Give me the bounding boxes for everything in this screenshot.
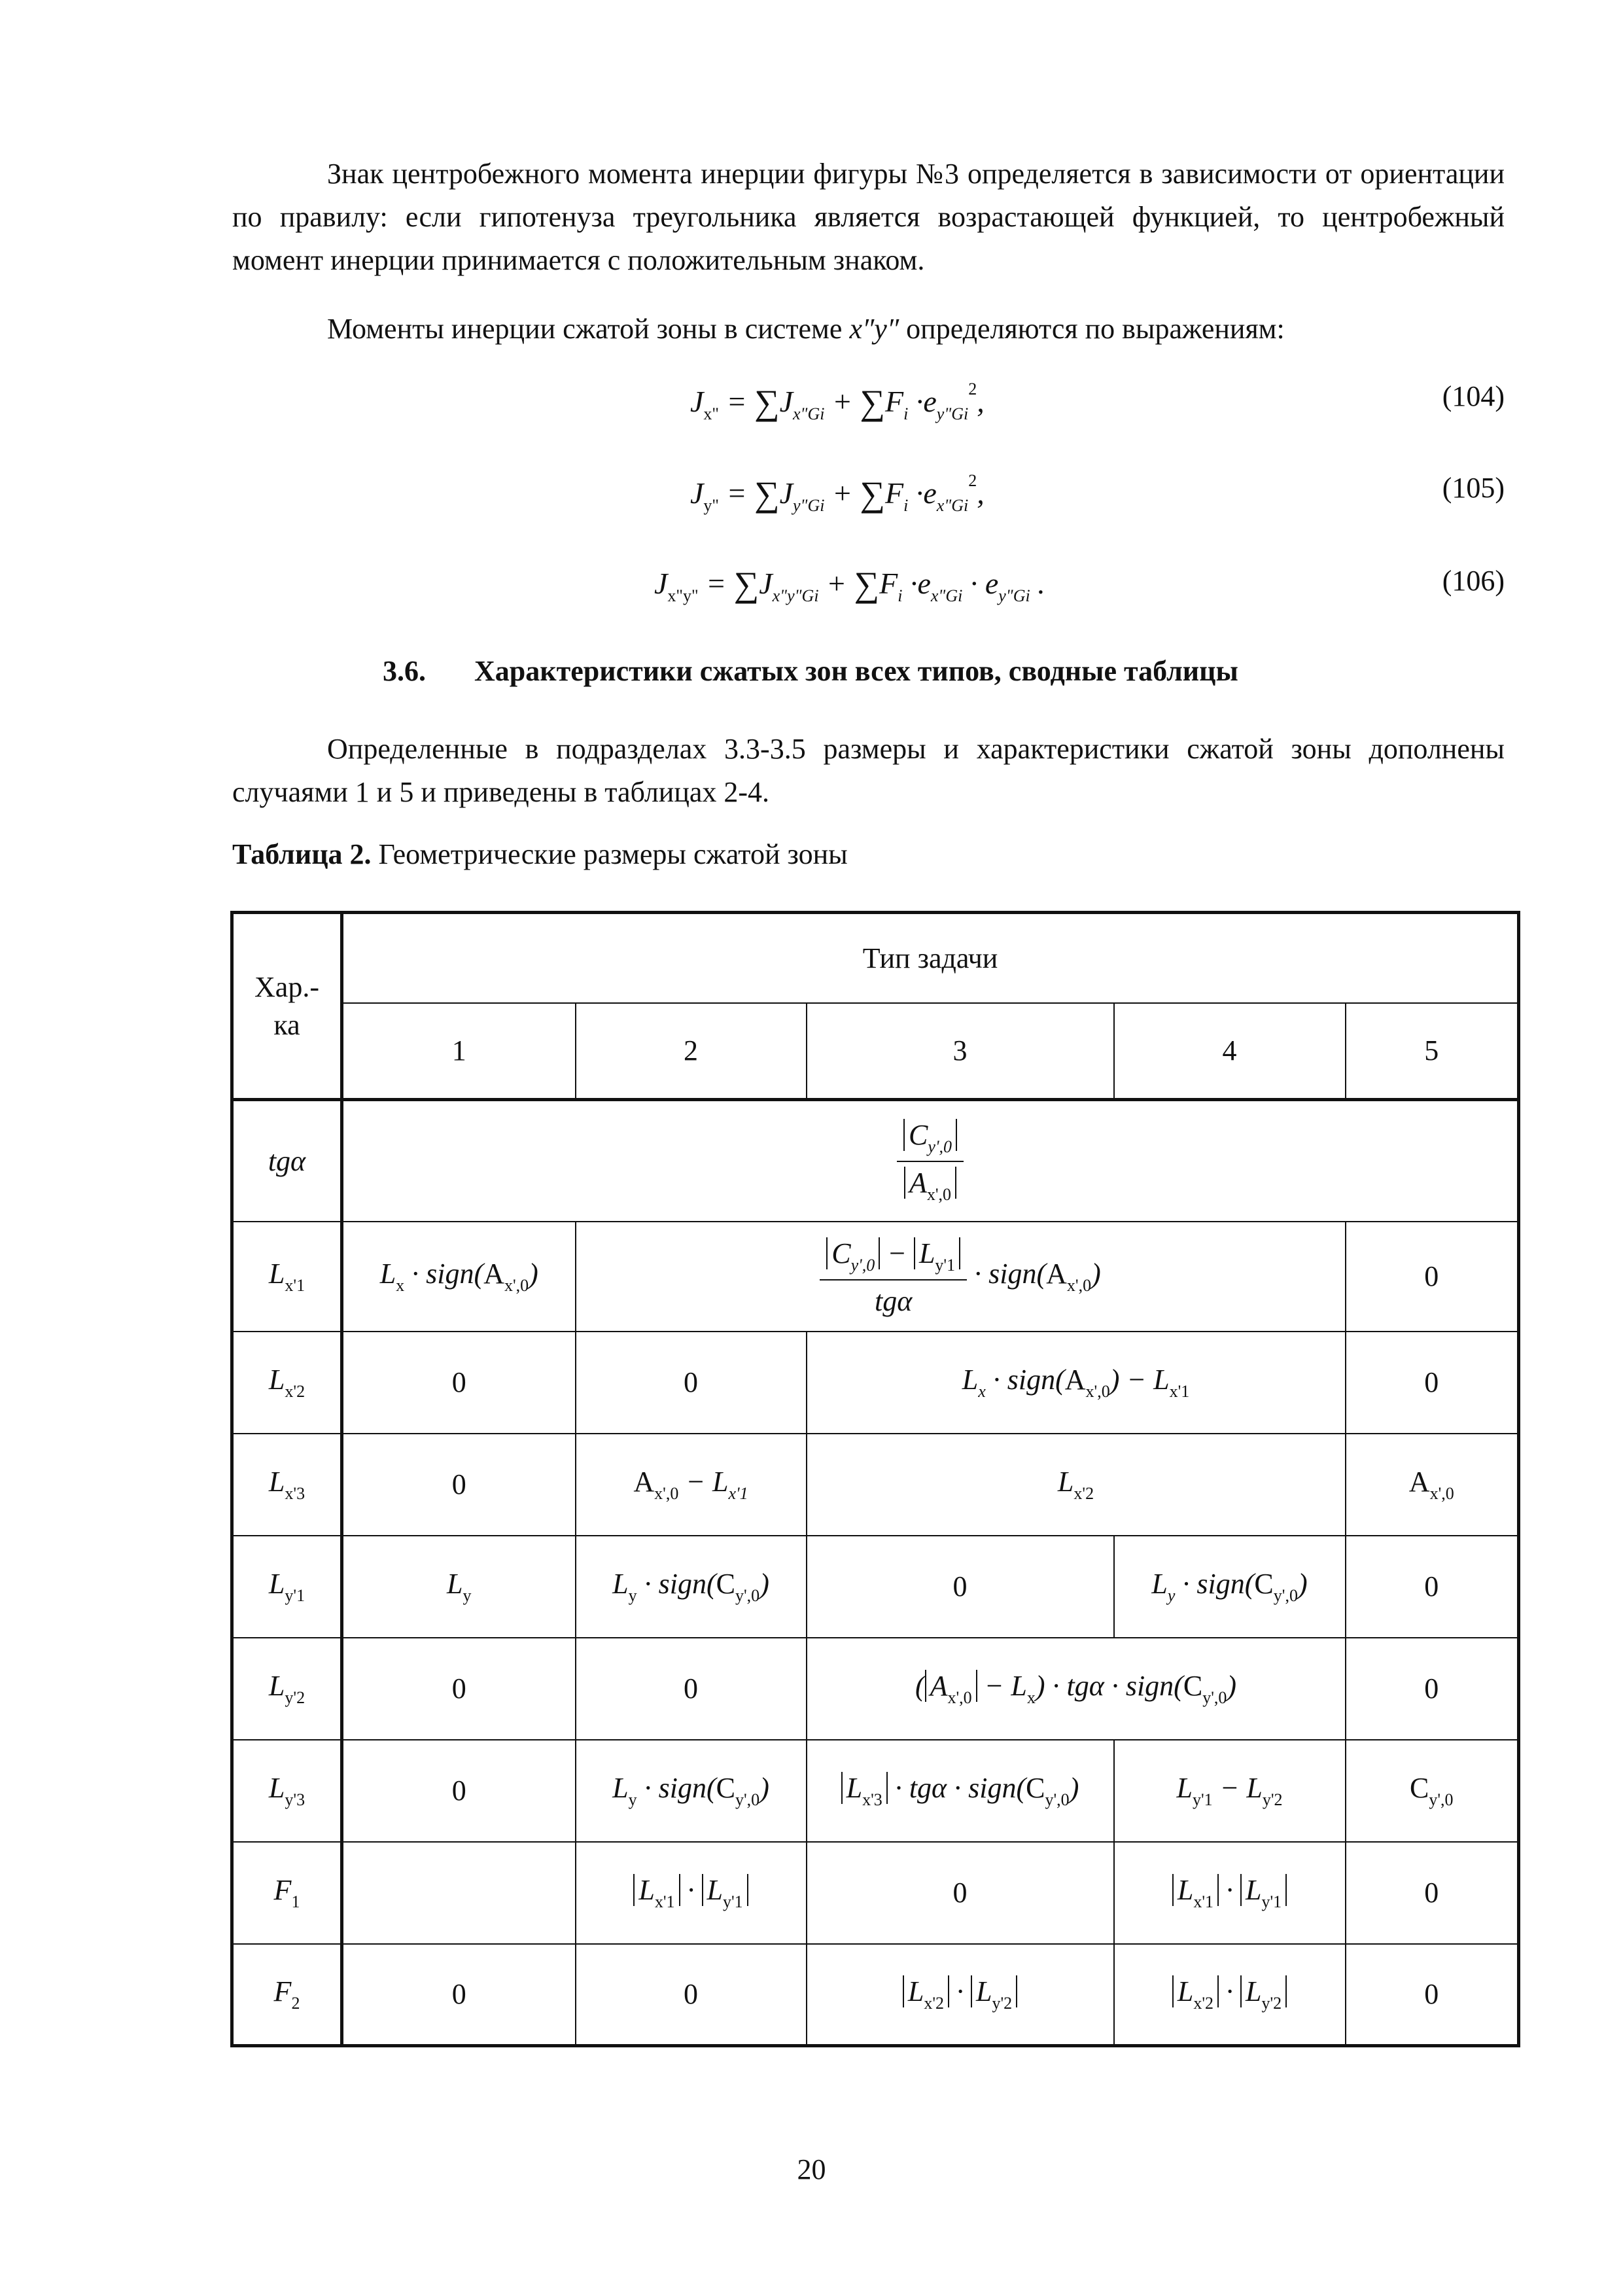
value-cell (342, 1740, 576, 1842)
formula-cell (576, 1536, 807, 1638)
zero-value: 0 (1424, 1978, 1439, 2011)
row-label-cell (232, 1100, 342, 1222)
row-label-cell (232, 1222, 342, 1332)
section-title: Характеристики сжатых зон всех типов, сводные таблицы (474, 655, 1238, 687)
formula: $L_{x'2}$ (1057, 1466, 1094, 1503)
formula: $L_x$ · $sign(A_{x',0}) - L_{x'1}$ (962, 1364, 1190, 1401)
row-label-cell (232, 1944, 342, 2046)
formula-cell (576, 1434, 807, 1536)
geometry-table (230, 911, 1520, 2047)
paragraph-text: Определенные в подразделах 3.3-3.5 размеры и характеристики сжатой зоны дополнены случаями 1 и 5 и приведены в таблицах 2-4. (232, 733, 1505, 808)
formula-cell (1346, 1740, 1519, 1842)
formula-cell (342, 1100, 1519, 1222)
formula-cell (1114, 1536, 1346, 1638)
char-header-cell (232, 913, 342, 1100)
value-cell (807, 1842, 1114, 1944)
table-caption-label: Таблица 2. (232, 838, 372, 870)
equation-104 (589, 380, 1505, 438)
equation-formula: $J_{x"} = \sum J_{x"Gi} + \sum F_i \cdot e_{y"Gi}^2$, (690, 380, 985, 423)
equation-106 (589, 564, 1505, 623)
formula: $F_2$ (273, 1975, 300, 2013)
empty-cell (342, 1842, 576, 1944)
equation-formula: $J_{x"y"} = \sum J_{x"y"Gi} + \sum F_i \cdot e_{x"Gi} \cdot e_{y"Gi}$ . (654, 565, 1045, 605)
formula: $L_{x'2} \cdot L_{y'2}$ (903, 1975, 1017, 2007)
column-number: 4 (1222, 1034, 1237, 1067)
formula-cell (807, 1638, 1346, 1740)
zero-value: 0 (451, 1366, 466, 1398)
row-label-cell (232, 1740, 342, 1842)
value-cell (342, 1638, 576, 1740)
formula: $L_{y'1} - L_{y'2}$ (1176, 1772, 1283, 1809)
value-cell (1346, 1222, 1519, 1332)
formula: $L_{x'2}$ (268, 1364, 305, 1401)
coordinate-system-var: x″y″ (849, 313, 899, 345)
column-number-cell (1114, 1003, 1346, 1100)
formula-cell (807, 1332, 1346, 1434)
value-cell (342, 1434, 576, 1536)
formula: $L_{x'3}$ (268, 1466, 305, 1503)
column-number: 2 (684, 1034, 698, 1067)
zero-value: 0 (451, 1775, 466, 1807)
page-number: 20 (797, 2153, 826, 2185)
type-header-cell (342, 913, 1519, 1003)
section-number: 3.6. (383, 655, 426, 687)
formula-cell (1114, 1944, 1346, 2046)
zero-value: 0 (1424, 1672, 1439, 1704)
column-number-cell (807, 1003, 1114, 1100)
table-row (232, 1944, 1519, 2046)
zero-value: 0 (451, 1672, 466, 1704)
paragraph-moments-intro (232, 308, 1505, 351)
column-number: 1 (451, 1034, 466, 1067)
column-number: 3 (952, 1034, 968, 1067)
value-cell (1346, 1332, 1519, 1434)
row-label-cell (232, 1332, 342, 1434)
value-cell (342, 1332, 576, 1434)
formula: ( $A_{x',0} - L_x) \cdot tg\alpha$ · $sign(C_{y',0})$ (915, 1670, 1237, 1707)
table-row (232, 1740, 1519, 1842)
zero-value: 0 (684, 1978, 698, 2011)
paragraph-tables-intro (232, 728, 1505, 814)
value-cell (807, 1536, 1114, 1638)
column-number-cell (342, 1003, 576, 1100)
paragraph-text: Знак центробежного момента инерции фигуры №3 определяется в зависимости от ориентации по правилу: если гипотенуза треугольника является возрастающей функцией, то центробежный момент инерции принимается с положительным знаком. (232, 158, 1505, 276)
row-label-cell (232, 1842, 342, 1944)
row-label-cell (232, 1434, 342, 1536)
formula-cell (342, 1222, 576, 1332)
value-cell (576, 1944, 807, 2046)
formula: $L_x$ · $sign(A_{x',0})$ (379, 1258, 538, 1295)
value-cell (1346, 1536, 1519, 1638)
value-cell (1346, 1944, 1519, 2046)
equation-105 (589, 471, 1505, 530)
zero-value: 0 (952, 1570, 968, 1602)
formula-cell (342, 1536, 576, 1638)
zero-value: 0 (1424, 1570, 1439, 1602)
value-cell (342, 1944, 576, 2046)
formula: $L_{x'1} \cdot L_{y'1}$ (633, 1874, 748, 1906)
table-row (232, 1536, 1519, 1638)
table-row (232, 1434, 1519, 1536)
value-cell (1346, 1842, 1519, 1944)
column-number-cell (1346, 1003, 1519, 1100)
formula: tgα (268, 1144, 306, 1177)
formula: $L_{x'2} \cdot L_{y'2}$ (1172, 1975, 1287, 2007)
formula-cell (1114, 1842, 1346, 1944)
formula: $L_y$ · $sign(C_{y',0})$ (1151, 1568, 1308, 1605)
zero-value: 0 (451, 1468, 466, 1500)
row-label-cell (232, 1638, 342, 1740)
equation-number: (105) (1442, 472, 1505, 504)
paragraph-text-after: определяются по выражениям: (899, 313, 1285, 345)
formula-cell (1114, 1740, 1346, 1842)
formula: $L_{y'1}$ (268, 1568, 305, 1605)
column-number: 5 (1424, 1034, 1439, 1067)
formula: $C_{y',0}$ (1410, 1772, 1454, 1809)
zero-value: 0 (451, 1978, 466, 2011)
formula: $L_y$ · $sign(C_{y',0})$ (612, 1568, 769, 1605)
formula: $L_y$ (447, 1568, 472, 1605)
value-cell (576, 1332, 807, 1434)
zero-value: 0 (684, 1366, 698, 1398)
formula: $L_{y'2}$ (268, 1670, 305, 1707)
formula: $L_y$ · $sign(C_{y',0})$ (612, 1772, 769, 1809)
formula-cell (807, 1944, 1114, 2046)
formula: $L_{x'1}$ (268, 1258, 305, 1295)
paragraph-text-before: Моменты инерции сжатой зоны в системе (327, 313, 850, 345)
formula: $L_{x'3} \cdot tg\alpha$ · $sign(C_{y',0})$ (841, 1772, 1079, 1804)
value-cell (576, 1638, 807, 1740)
zero-value: 0 (1424, 1260, 1439, 1292)
formula: $L_{x'1} \cdot L_{y'1}$ (1172, 1874, 1287, 1906)
formula-cell (576, 1842, 807, 1944)
zero-value: 0 (684, 1672, 698, 1704)
equation-formula: $J_{y"} = \sum J_{y"Gi} + \sum F_i \cdot e_{x"Gi}^2$, (690, 471, 985, 515)
zero-value: 0 (952, 1877, 968, 1909)
paragraph-text (232, 308, 1505, 351)
table-row (232, 1842, 1519, 1944)
formula: $\frac{C_{y',0} - L_{y'1}}{\text{tgα}}$ (820, 1234, 967, 1319)
table-header-row (232, 913, 1519, 1003)
formula-cell (807, 1434, 1346, 1536)
table-row (232, 1222, 1519, 1332)
section-heading (383, 654, 1238, 688)
formula-cell (1346, 1434, 1519, 1536)
table-caption (232, 838, 848, 871)
table-row (232, 1332, 1519, 1434)
table-row (232, 1638, 1519, 1740)
value-cell (1346, 1638, 1519, 1740)
formula: $L_{y'3}$ (268, 1772, 305, 1809)
table-column-numbers-row (232, 1003, 1519, 1100)
formula: $A_{x',0} - L_{x'1}$ (633, 1466, 748, 1503)
char-header-label: Хар.-ка (254, 970, 319, 1041)
type-header-label: Тип задачи (862, 942, 998, 974)
paragraph-sign-rule (232, 152, 1505, 282)
formula: $\frac{C_{y',0}}{A_{x',0}}$ (897, 1116, 964, 1206)
formula: $F_1$ (273, 1874, 300, 1911)
table-caption-text: Геометрические размеры сжатой зоны (371, 838, 848, 870)
formula-cell: $\frac{C_{y',0} - L_{y'1}}{\text{tgα}}$ · $sign(A_{x',0})$ (576, 1222, 1346, 1332)
formula: $A_{x',0}$ (1408, 1466, 1454, 1503)
column-number-cell (576, 1003, 807, 1100)
row-label-cell (232, 1536, 342, 1638)
zero-value: 0 (1424, 1366, 1439, 1398)
formula-cell (807, 1740, 1114, 1842)
zero-value: 0 (1424, 1877, 1439, 1909)
equation-number: (104) (1442, 380, 1505, 412)
table-row (232, 1100, 1519, 1222)
equation-number: (106) (1442, 565, 1505, 597)
formula-cell (576, 1740, 807, 1842)
